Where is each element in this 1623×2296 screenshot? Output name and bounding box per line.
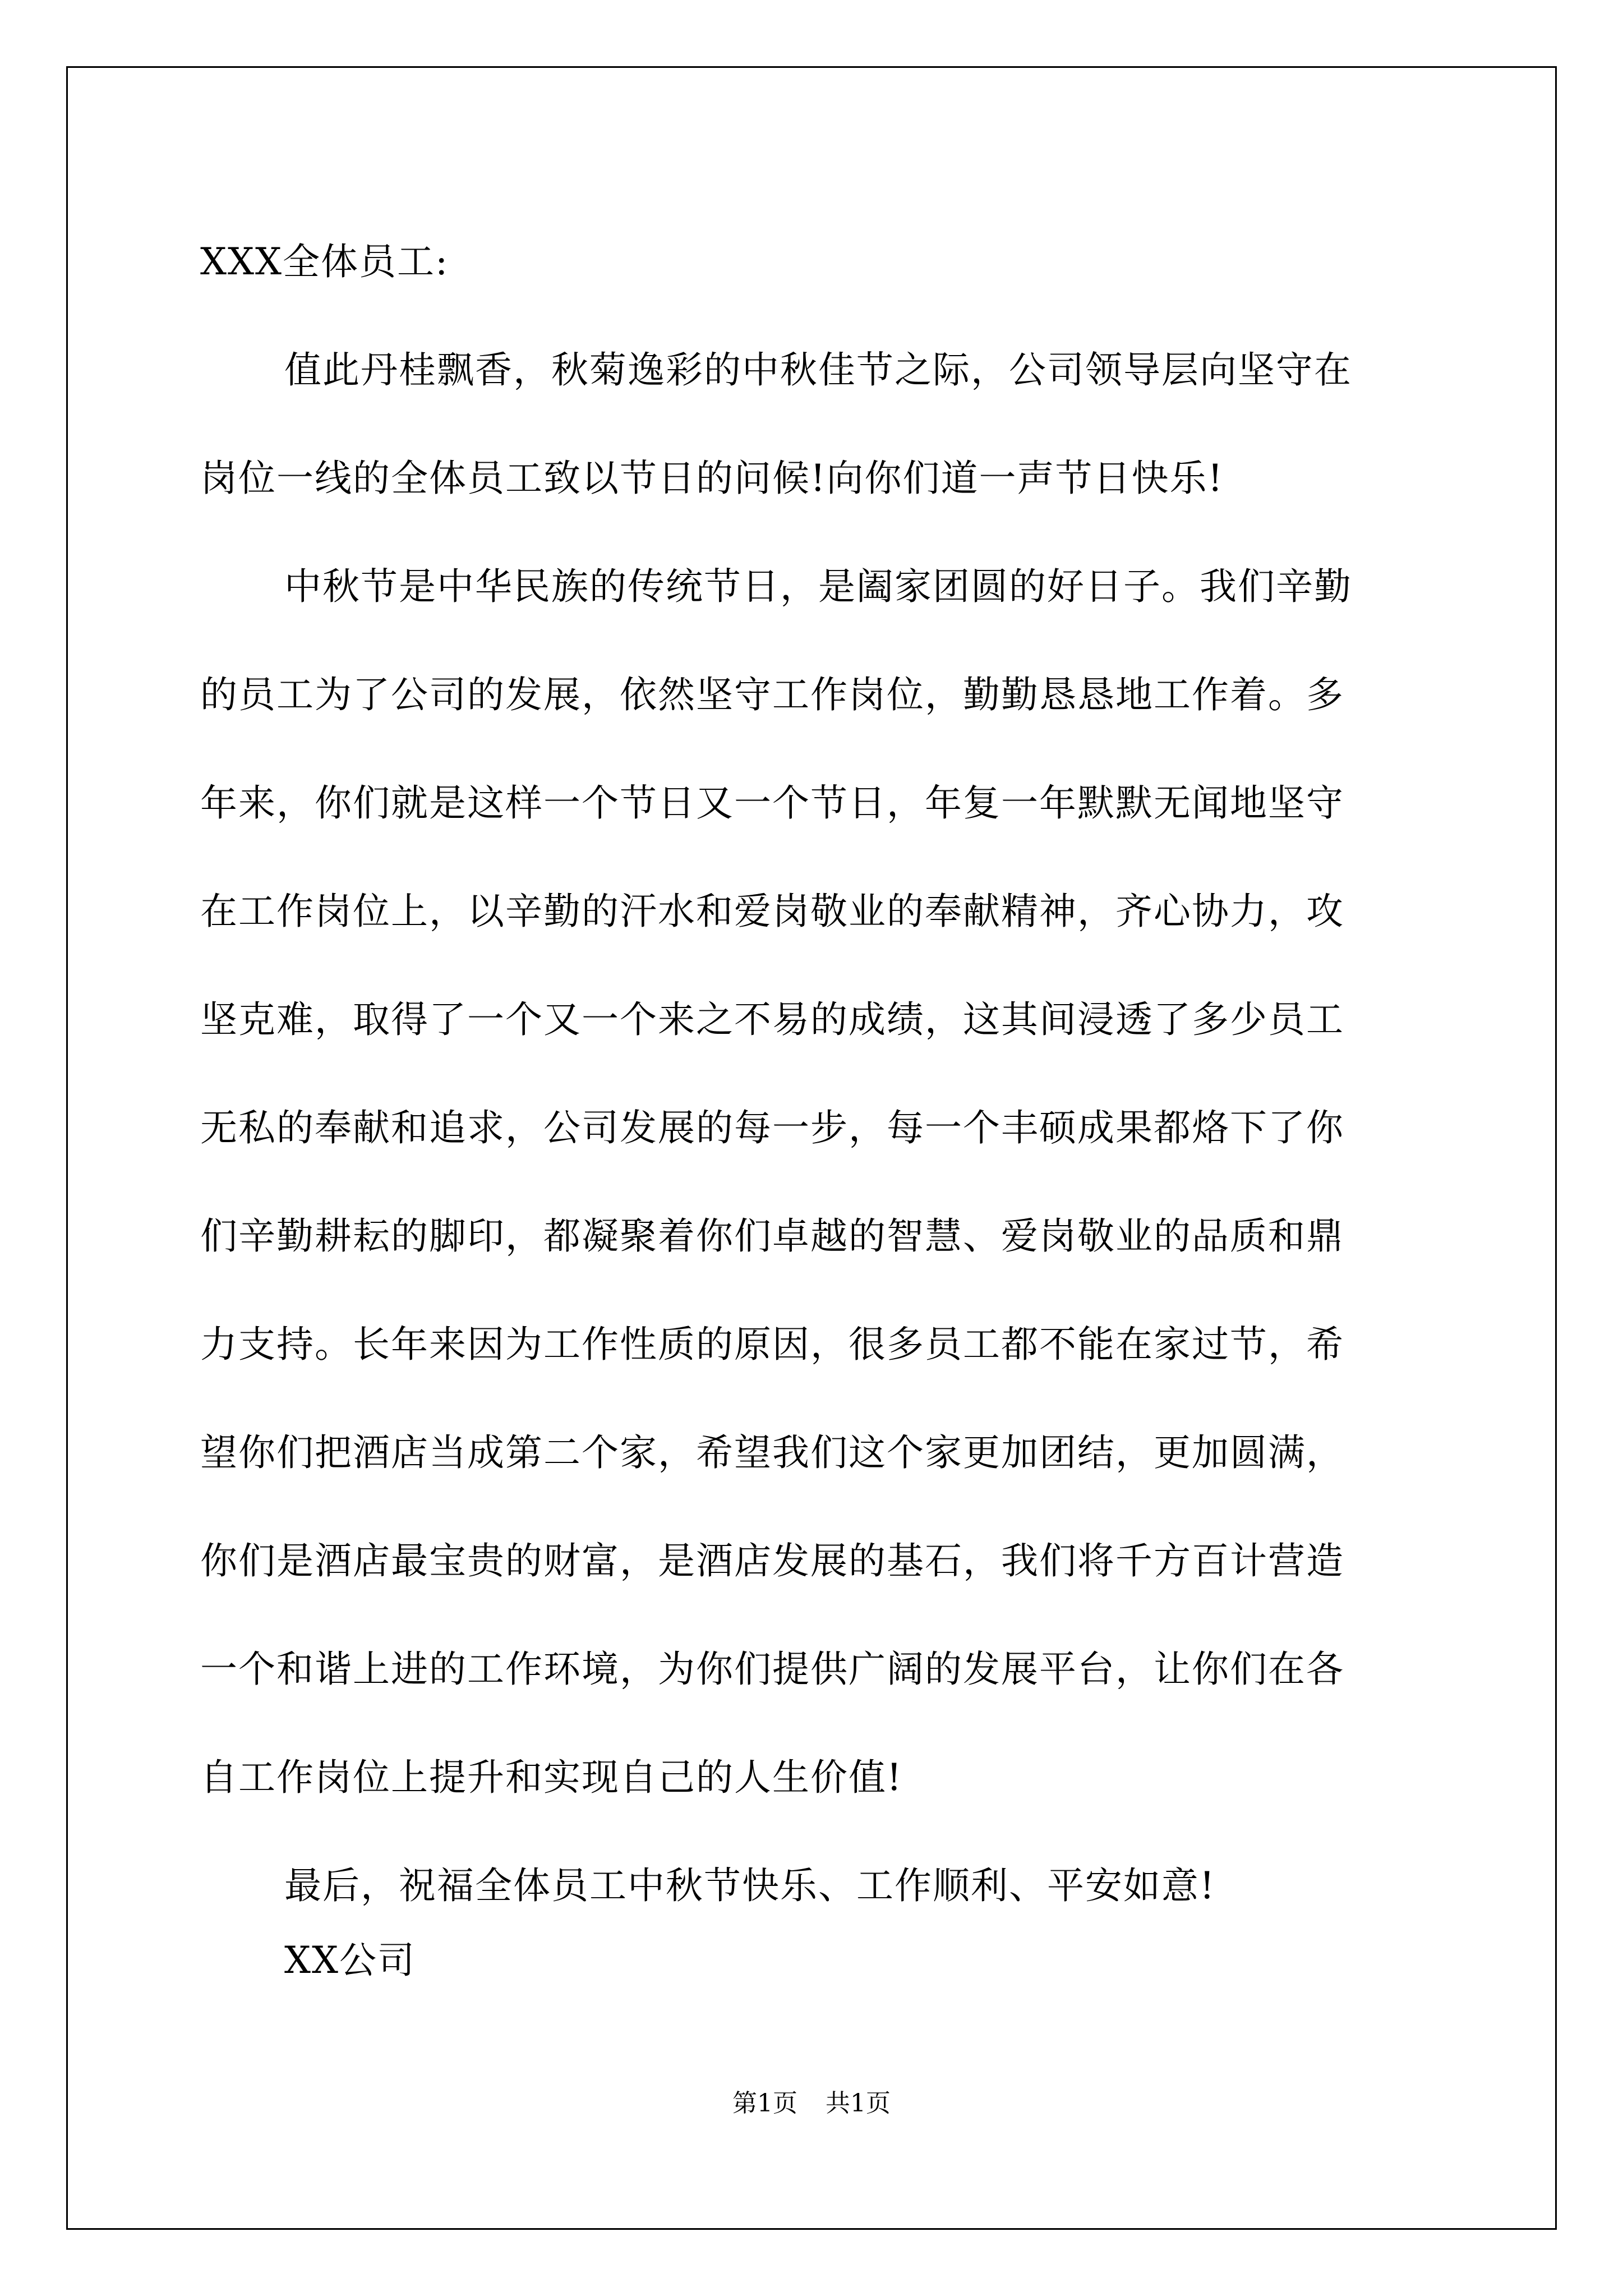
paragraph-line: 望你们把酒店当成第二个家，希望我们这个家更加团结，更加圆满， bbox=[200, 1431, 1344, 1474]
letter-body bbox=[200, 208, 1431, 1940]
paragraph-line: 你们是酒店最宝贵的财富，是酒店发展的基石，我们将千方百计营造 bbox=[200, 1539, 1344, 1582]
paragraph-line: 在工作岗位上，以辛勤的汗水和爱岗敬业的奉献精神，齐心协力，攻 bbox=[200, 890, 1344, 933]
signature: XX公司 bbox=[284, 1939, 416, 1982]
paragraph-line: 值此丹桂飘香，秋菊逸彩的中秋佳节之际，公司领导层向坚守在 bbox=[284, 348, 1352, 392]
paragraph-line: 中秋节是中华民族的传统节日，是阖家团圆的好日子。我们辛勤 bbox=[284, 565, 1352, 608]
paragraph-line: 岗位一线的全体员工致以节日的问候!向你们道一声节日快乐! bbox=[200, 457, 1224, 500]
paragraph-line: 们辛勤耕耘的脚印，都凝聚着你们卓越的智慧、爱岗敬业的品质和鼎 bbox=[200, 1214, 1344, 1258]
paragraph-line: 一个和谐上进的工作环境，为你们提供广阔的发展平台，让你们在各 bbox=[200, 1648, 1344, 1691]
paragraph-line: 坚克难，取得了一个又一个来之不易的成绩，这其间浸透了多少员工 bbox=[200, 998, 1344, 1041]
paragraph-line: 最后，祝福全体员工中秋节快乐、工作顺利、平安如意! bbox=[284, 1864, 1216, 1907]
page-footer bbox=[0, 2087, 1623, 2120]
paragraph-main bbox=[200, 532, 1431, 1832]
paragraph-line: 无私的奉献和追求，公司发展的每一步，每一个丰硕成果都烙下了你 bbox=[200, 1106, 1344, 1149]
page-total: 共1页 bbox=[826, 2089, 891, 2118]
paragraph-line: 年来，你们就是这样一个节日又一个节日，年复一年默默无闻地坚守 bbox=[200, 781, 1344, 825]
paragraph-line: 自工作岗位上提升和实现自己的人生价值! bbox=[200, 1756, 903, 1799]
salutation: XXX全体员工: bbox=[200, 240, 449, 283]
paragraph-line: 的员工为了公司的发展，依然坚守工作岗位，勤勤恳恳地工作着。多 bbox=[200, 673, 1344, 716]
paragraph-line: 力支持。长年来因为工作性质的原因，很多员工都不能在家过节，希 bbox=[200, 1323, 1344, 1366]
paragraph-greeting bbox=[200, 316, 1431, 532]
page-number: 第1页 bbox=[732, 2089, 797, 2118]
